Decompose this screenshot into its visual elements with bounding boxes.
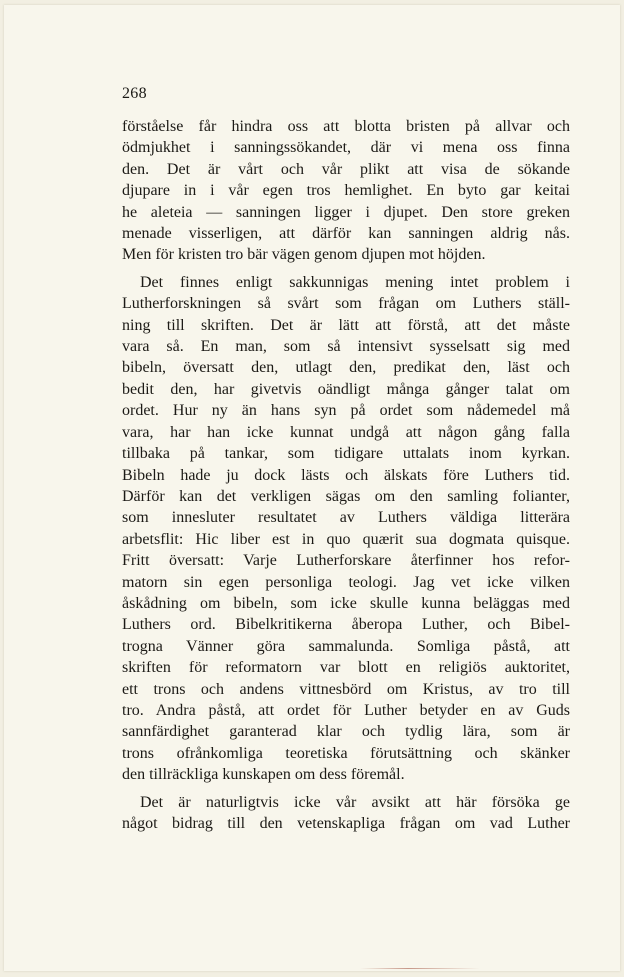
text-line: vara så. En man, som så intensivt sysselsatt sig med (122, 338, 570, 356)
text-line: Lutherforskningen så svårt som frågan om Luthers ställ- (122, 295, 570, 313)
text-line: tro. Andra påstå, att ordet för Luther betyder en av Guds (122, 701, 570, 719)
paragraph-3 (122, 792, 570, 835)
text-line: den. Det är vårt och vår plikt att visa de sökande (122, 160, 570, 178)
text-line: trons ofrånkomliga teoretiska förutsättning och skänker (122, 744, 570, 762)
text-line: bedit den, har givetvis oändligt många gånger talat om (122, 380, 570, 398)
text-line: trogna Vänner göra sammalunda. Somliga påstå, att (122, 637, 570, 655)
text-line: he aleteia — sanningen ligger i djupet. Den store greken (122, 203, 570, 221)
text-line: ning till skriften. Det är lätt att förstå, att det måste (122, 316, 570, 334)
paragraph-1 (122, 116, 570, 266)
text-line: Luthers ord. Bibelkritikerna åberopa Luther, och Bibel- (122, 616, 570, 634)
page-number: 268 (122, 85, 147, 102)
text-line: Det finnes enligt sakkunnigas mening intet problem i (140, 273, 570, 291)
text-line: arbetsflit: Hic liber est in quo quærit sua dogmata quisque. (122, 530, 570, 548)
text-line: bibeln, översatt den, utlagt den, predikat den, läst och (122, 359, 570, 377)
text-line: ordet. Hur ny än hans syn på ordet som nådemedel må (122, 402, 570, 420)
scan-edge-mark (360, 968, 480, 969)
text-line: Bibeln hade ju dock lästs och älskats före Luthers tid. (122, 466, 570, 484)
text-line: åskådning om bibeln, som icke skulle kunna beläggas med (122, 594, 570, 612)
text-line: djupare in i vår egen tros hemlighet. En byto gar keitai (122, 182, 570, 200)
text-line: Det är naturligtvis icke vår avsikt att här försöka ge (140, 793, 570, 811)
text-line: Fritt översatt: Varje Lutherforskare återfinner hos refor- (122, 552, 570, 570)
text-line: något bidrag till den vetenskapliga frågan om vad Luther (122, 815, 570, 832)
text-line: ett trons och andens vittnesbörd om Kristus, av tro till (122, 680, 570, 698)
text-line: vara, har han icke kunnat undgå att någon gång falla (122, 423, 570, 441)
book-page (4, 5, 620, 971)
text-line: menade visserligen, att därför kan sanningen aldrig nås. (122, 225, 570, 243)
text-line: Därför kan det verkligen sägas om den samling folianter, (122, 487, 570, 505)
text-line: sannfärdighet garanterad klar och tydlig lära, som är (122, 723, 570, 741)
text-line: tillbaka på tankar, som tidigare uttalats inom kyrkan. (122, 445, 570, 463)
text-line: ödmjukhet i sanningssökandet, där vi mena oss finna (122, 139, 570, 157)
text-line: den tillräckliga kunskapen om dess föremål. (122, 766, 405, 784)
text-line: som innesluter resultatet av Luthers väldiga litterära (122, 509, 570, 527)
text-line: skriften för reformatorn var blott en religiös auktoritet, (122, 659, 570, 677)
body-text (122, 116, 570, 834)
text-line: förståelse får hindra oss att blotta bristen på allvar och (122, 118, 570, 135)
text-line: matorn sin egen personliga teologi. Jag vet icke vilken (122, 573, 570, 591)
paragraph-2 (122, 272, 570, 786)
text-line: Men för kristen tro bär vägen genom djupen mot höjden. (122, 246, 486, 264)
